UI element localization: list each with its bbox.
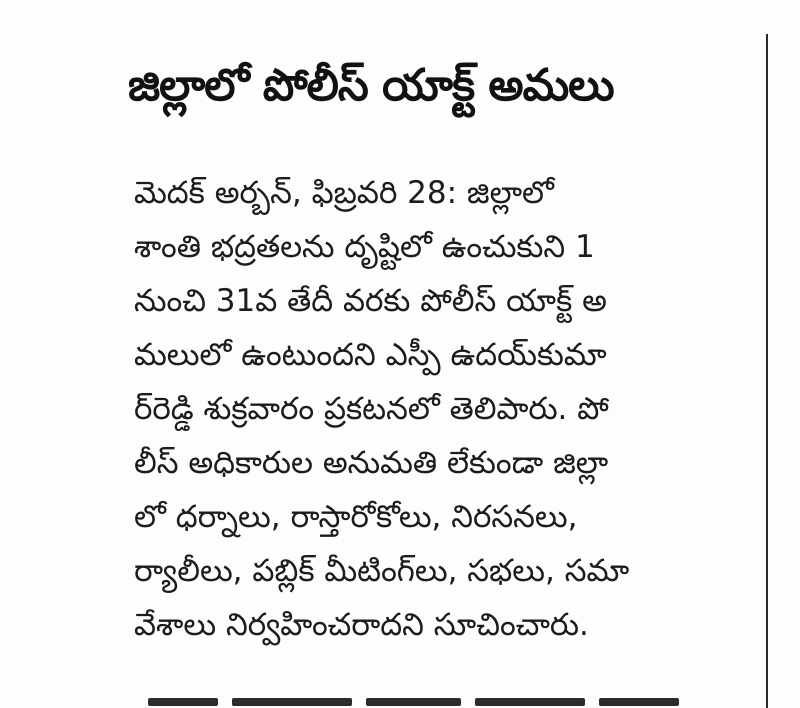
cropped-text-fragment — [148, 690, 708, 708]
article-line: ర్యాలీలు, పబ్లిక్ మీటింగ్‌లు, సభలు, సమా — [134, 553, 630, 589]
article-line: నుంచి 31వ తేదీ వరకు పోలీస్ యాక్ట్ అ — [134, 283, 607, 319]
article-line: లో ధర్నాలు, రాస్తారోకోలు, నిరసనలు, — [134, 499, 578, 535]
column-divider — [766, 34, 768, 708]
article-line: లీస్ అధికారుల అనుమతి లేకుండా జిల్లా — [134, 445, 609, 481]
article-headline: జిల్లాలో పోలీస్ యాక్ట్ అమలు — [128, 60, 614, 111]
article-line: మలులో ఉంటుందని ఎస్పీ ఉదయ్‌కుమా — [134, 337, 607, 373]
article-line: మెదక్ అర్బన్, ఫిబ్రవరి 28: జిల్లాలో — [134, 175, 554, 211]
article-line: శాంతి భద్రతలను దృష్టిలో ఉంచుకుని 1 — [134, 229, 595, 265]
article-body — [134, 166, 746, 652]
article-line: వేశాలు నిర్వహించరాదని సూచించారు. — [134, 607, 589, 643]
article-line: ర్‌రెడ్డి శుక్రవారం ప్రకటనలో తెలిపారు. పో — [134, 391, 609, 427]
